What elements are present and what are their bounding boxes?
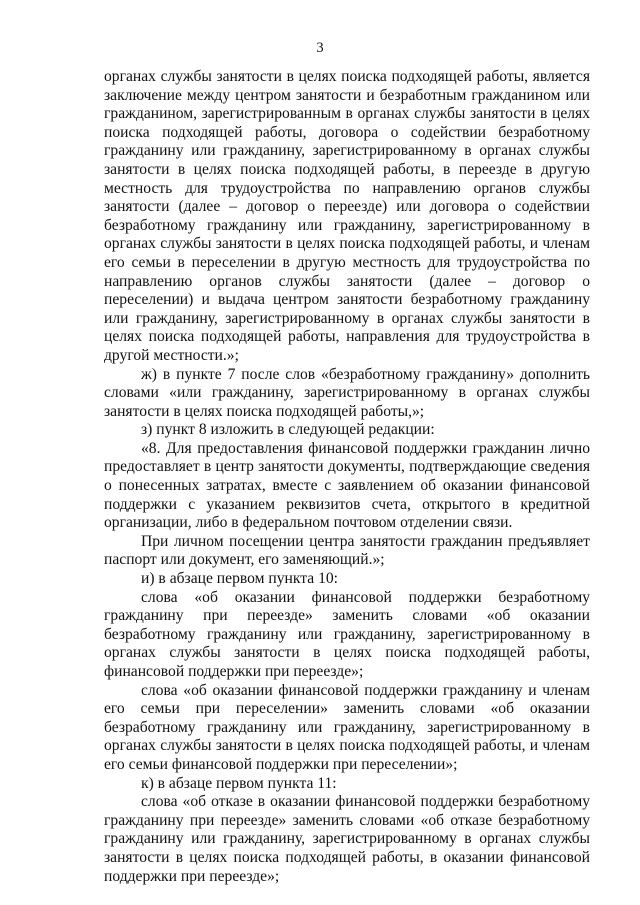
document-body bbox=[104, 68, 590, 886]
paragraph: слова «об оказании финансовой поддержки безработному гражданину при переезде» заменить словами «об оказании безработному гражданину или гражданину, зарегистрированному в органах службы занятости в целях поиска подходящей работы, финансовой поддержки при переезде»; bbox=[104, 588, 590, 680]
paragraph: з) пункт 8 изложить в следующей редакции: bbox=[141, 421, 435, 439]
page-number: 3 bbox=[316, 40, 324, 56]
paragraph: слова «об оказании финансовой поддержки гражданину и членам его семьи при переселении» заменить словами «об оказании безработному гражданину или гражданину, зарегистрированному в органах службы занятости в целях поиска подходящей работы, и членам его семьи финансовой поддержки при переселении»; bbox=[104, 681, 590, 773]
paragraph: ж) в пункте 7 после слов «безработному гражданину» дополнить словами «или гражданину, зарегистрированному в органах службы занятости в целях поиска подходящей работы,»; bbox=[104, 365, 590, 420]
paragraph: При личном посещении центра занятости гражданин предъявляет паспорт или документ, его заменяющий.»; bbox=[104, 532, 590, 569]
paragraph: органах службы занятости в целях поиска подходящей работы, является заключение между центром занятости и безработным гражданином или гражданином, зарегистрированным в органах службы занятости в целях поиска подходящей работы, договора о содействии безработному гражданину или гражданину, зарегистрированному в органах службы занятости в целях поиска подходящей работы, в переезде в другую местность для трудоустройства по направлению органов службы занятости (далее – договор о переезде) или договора о содействии безработному гражданину или гражданину, зарегистрированному в органах службы занятости в целях поиска подходящей работы, и членам его семьи в переселении в другую местность для трудоустройства по направлению органов службы занятости (далее – договор о переселении) и выдача центром занятости безработному гражданину или гражданину, зарегистрированному в органах службы занятости в целях поиска подходящей работы, направления для трудоустройства в другой местности.»; bbox=[104, 68, 590, 364]
paragraph: к) в абзаце первом пункта 11: bbox=[141, 774, 337, 792]
paragraph: «8. Для предоставления финансовой поддержки гражданин лично предоставляет в центр занятости документы, подтверждающие сведения о понесенных затратах, вместе с заявлением об оказании финансовой поддержки с указанием реквизитов счета, открытого в кредитной организации, либо в федеральном почтовом отделении связи. bbox=[104, 439, 590, 532]
paragraph: и) в абзаце первом пункта 10: bbox=[141, 570, 338, 588]
paragraph: слова «об отказе в оказании финансовой поддержки безработному гражданину при переезде» заменить словами «об отказе безработному гражданину или гражданину, зарегистрированному в органах службы занятости в целях поиска подходящей работы, в оказании финансовой поддержки при переезде»; bbox=[104, 793, 590, 885]
